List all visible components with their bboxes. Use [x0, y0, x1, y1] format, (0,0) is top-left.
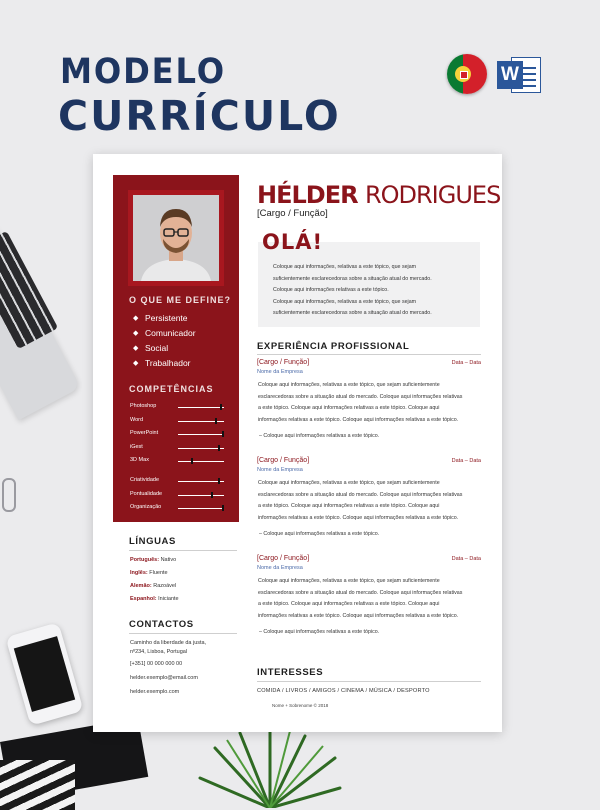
- skill-name: Pontualidade: [130, 490, 163, 497]
- keyboard-decoration: [0, 231, 58, 349]
- promo-title-line1: MODELO: [60, 52, 226, 92]
- language-level: Iniciante: [158, 596, 179, 602]
- skill-bar: [178, 421, 224, 422]
- language-name: Português:: [130, 557, 160, 563]
- skill-bar: [178, 407, 224, 408]
- job-role: [Cargo / Função]: [257, 457, 310, 464]
- plant-decoration: [195, 728, 345, 808]
- skills-section-title: COMPETÊNCIAS: [129, 384, 214, 394]
- define-section-title: O QUE ME DEFINE?: [129, 295, 232, 305]
- skill-level-marker: [191, 458, 193, 464]
- language-level: Razoável: [153, 583, 177, 589]
- language-item: [130, 583, 176, 589]
- languages-title: LÍNGUAS: [129, 536, 176, 547]
- hello-text: Coloque aqui informações, relativas a este tópico, que sejam suficientemente esclarecedoras sobre a situação atual do mercado. Coloque aqui informações relativas a este tópico. Coloque aqui informações, relativas a este tópico, que sejam suficientemente esclarecedoras sobre a situação atual do mercado.: [273, 264, 432, 316]
- language-level: Nativo: [160, 557, 177, 563]
- language-item: [130, 557, 176, 563]
- language-name: Alemão:: [130, 583, 152, 589]
- job-date: Data – Data: [451, 556, 481, 562]
- skill-name: PowerPoint: [130, 430, 159, 436]
- language-name: Inglês:: [130, 570, 148, 576]
- cv-footer: Nome + Sobrenome © 2018: [272, 703, 329, 708]
- job-role: [Cargo / Função]: [257, 555, 310, 562]
- job-bullet-note: – Coloque aqui informações relativas a este tópico.: [259, 531, 380, 537]
- language-item: [130, 596, 179, 602]
- contact-address: Caminho da liberdade da justa, nº234, Lisboa, Portugal: [130, 640, 207, 655]
- cv-last-name: RODRIGUES: [364, 181, 501, 209]
- paperclip-decoration: [2, 478, 16, 512]
- job-bullet-note: – Coloque aqui informações relativas a este tópico.: [259, 629, 380, 635]
- skill-level-marker: [222, 431, 224, 437]
- contact-email: helder.exemplo@email.com: [130, 675, 198, 681]
- job-date: Data – Data: [451, 458, 481, 464]
- contacts-divider: [129, 633, 237, 634]
- skill-bar: [178, 434, 224, 435]
- skill-name: Photoshop: [130, 403, 157, 409]
- job-company: Nome da Empresa: [257, 467, 303, 473]
- trait-item: Social: [145, 343, 169, 353]
- skill-level-marker: [215, 418, 217, 424]
- interests-divider: [257, 681, 481, 682]
- skill-level-marker: [220, 404, 222, 410]
- job-description: Coloque aqui informações, relativas a este tópico, que sejam suficientemente esclarecedoras sobre a situação atual do mercado. Coloque aqui informações relativas a este tópico. Coloque aqui informações relativas a este tópico. Coloque aqui informações relativas a este tópico. Coloque aqui informações relativas a este tópico.: [258, 578, 463, 619]
- contacts-title: CONTACTOS: [129, 619, 194, 630]
- trait-bullet-icon: ◆: [133, 360, 139, 367]
- striped-paper-decoration: [0, 760, 75, 810]
- job-description: Coloque aqui informações, relativas a este tópico, que sejam suficientemente esclarecedoras sobre a situação atual do mercado. Coloque aqui informações relativas a este tópico. Coloque aqui informações relativas a este tópico. Coloque aqui informações relativas a este tópico. Coloque aqui informações relativas a este tópico.: [258, 480, 463, 521]
- portugal-flag-icon: [447, 54, 487, 94]
- experience-title: EXPERIÊNCIA PROFISSIONAL: [257, 341, 410, 352]
- cv-role: [Cargo / Função]: [257, 208, 328, 219]
- cv-first-name: HÉLDER: [257, 181, 358, 209]
- skill-name: Criatividade: [130, 477, 160, 483]
- languages-divider: [129, 550, 237, 551]
- trait-item: Comunicador: [145, 328, 196, 338]
- experience-divider: [257, 354, 481, 355]
- skill-level-marker: [211, 492, 213, 498]
- trait-bullet-icon: ◆: [133, 330, 139, 337]
- profile-photo: [133, 195, 219, 281]
- job-role: [Cargo / Função]: [257, 359, 310, 366]
- trait-bullet-icon: ◆: [133, 315, 139, 322]
- skill-name: Organização: [130, 504, 162, 510]
- skill-bar: [178, 495, 224, 496]
- language-item: [130, 570, 168, 576]
- skill-level-marker: [218, 478, 220, 484]
- promo-title-line2: CURRÍCULO: [58, 92, 341, 140]
- hello-title: OLÁ!: [262, 230, 324, 254]
- smartphone-decoration: [5, 622, 83, 726]
- skill-name: 3D Max: [130, 457, 149, 463]
- microsoft-word-icon: W: [497, 55, 543, 95]
- language-level: Fluente: [149, 570, 168, 576]
- skill-level-marker: [222, 505, 224, 511]
- skill-bar: [178, 508, 224, 509]
- interests-text: COMIDA / LIVROS / AMIGOS / CINEMA / MÚSICA / DESPORTO: [257, 688, 430, 694]
- job-date: Data – Data: [451, 360, 481, 366]
- job-bullet-note: – Coloque aqui informações relativas a este tópico.: [259, 433, 380, 439]
- job-company: Nome da Empresa: [257, 565, 303, 571]
- trait-item: Persistente: [145, 313, 188, 323]
- cv-name: [257, 181, 500, 209]
- trait-item: Trabalhador: [145, 358, 191, 368]
- skill-bar: [178, 461, 224, 462]
- skill-level-marker: [218, 445, 220, 451]
- trait-bullet-icon: ◆: [133, 345, 139, 352]
- interests-title: INTERESSES: [257, 667, 324, 678]
- skill-name: Word: [130, 416, 144, 423]
- skill-name: iGest: [130, 443, 143, 450]
- job-description: Coloque aqui informações, relativas a este tópico, que sejam suficientemente esclarecedoras sobre a situação atual do mercado. Coloque aqui informações relativas a este tópico. Coloque aqui informações relativas a este tópico. Coloque aqui informações relativas a este tópico. Coloque aqui informações relativas a este tópico.: [258, 382, 463, 423]
- contact-phone: [+351] 00 000 000 00: [130, 661, 183, 667]
- job-company: Nome da Empresa: [257, 369, 303, 375]
- contact-website: helder.exemplo.com: [130, 689, 180, 695]
- language-name: Espanhol:: [130, 596, 157, 602]
